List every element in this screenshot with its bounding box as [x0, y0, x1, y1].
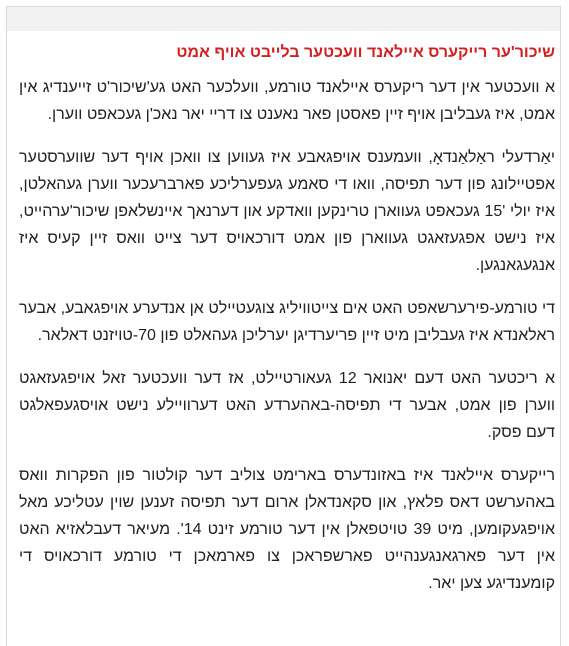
- article-panel: [6, 6, 561, 646]
- article-title: שיכור'ער רייקערס איילאנד וועכטער בלייבט אויף אמט: [176, 44, 555, 61]
- article-paragraph-4: א ריכטער האט דעם יאנואר 12 געאורטיילט, אז דער וועכטער זאל אויפגעזאגט ווערן פון אמט, אבער די תפיסה-באהערדע האט דערוויילע נישט אויסגעפאלגט דעם פסק.: [19, 370, 556, 441]
- panel-header-bar: [7, 7, 560, 31]
- article-content: [19, 31, 555, 613]
- article-paragraph-3: די טורמע-פירערשאפט האט אים צייטוויליג צוגעטיילט אן אנדערע אויפגאבע, אבער ראלאנדא איז געבליבן מיט זיין פריערדיגן יערליכן געהאלט פון 70-טויזנט דאלאר.: [19, 300, 555, 344]
- article-paragraph-2: יאַרדעלי ראַלאַנדאָ, וועמענס אויפגאבע איז געווען צו וואכן אויף דער שווערסטער אפטיילונג פון דער תפיסה, וואו די סאמע געפערליכע פארברעכער ווערן געהאלטן, איז יולי '15 געכאפט געווארן טרינקען וואדקע און דערנאך איינשלאפן שיכור'ערהייט, איז נישט אפגעזאגט געווארן פון אמט דורכאויס דער צייט וואס זיין קעיס איז אנגעגאנגען.: [19, 149, 556, 274]
- article-paragraph-1: א וועכטער אין דער ריקערס איילאנד טורמע, וועלכער האט גע'שיכור'ט זייענדיג אין אמט, איז געבליבן אויף זיין פאסטן פאר נאענט צו דריי יאר נאכ'ן געכאפט ווערן.: [19, 79, 555, 123]
- article-paragraph-5: רייקערס איילאנד איז באזונדערס בארימט צוליב דער קולטור פון הפקרות וואס באהערשט דאס פלאץ, און סקאנדאלן ארום דער תפיסה זענען שוין עטליכע מאל אויפגעקומען, מיט 39 טויטפאלן אין דער טורמע זינט 14'. מעיאר דעבלאזיא האט אין דער פארגאנגענהייט פארשפראכן צו פארמאכן די טורמע דורכאויס די קומענדיגע צען יאר.: [19, 467, 555, 592]
